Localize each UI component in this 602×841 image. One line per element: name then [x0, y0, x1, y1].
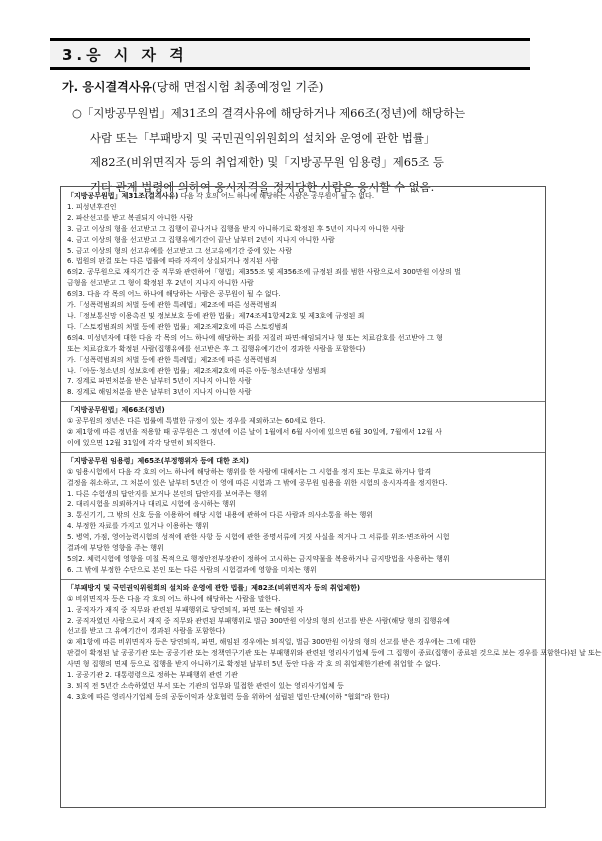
section-divider [61, 452, 545, 453]
law-clause: ② 제1항에 따른 정년을 적용할 때 공무원은 그 정년에 이른 날이 1월에서 6월 사이에 있으면 6월 30일에, 7월에서 12월 사 [67, 428, 442, 437]
law-clause: 5. 금고 이상의 형의 선고유예를 선고받고 그 선고유예기간 중에 있는 사람 [67, 246, 293, 255]
law-heading-text: 다음 각 호의 어느 하나에 해당하는 사람은 공무원이 될 수 없다. [178, 192, 375, 200]
law-clause: 금형을 선고받고 그 형이 확정된 후 2년이 지나지 아니한 사람 [67, 279, 254, 288]
law-clause: 1. 다른 수험생의 답안지를 보거나 본인의 답안지를 보여주는 행위 [67, 489, 268, 498]
law-clause: 6. 그 밖에 부정한 수단으로 본인 또는 다른 사람의 시험결과에 영향을 미치는 행위 [67, 565, 317, 574]
law-heading [67, 191, 541, 202]
law-heading-title: 「지방공무원법」제66조(정년) [67, 406, 165, 415]
law-clause: 1. 피성년후견인 [67, 202, 117, 211]
law-clause: ② 제1항에 따른 비위면직자 등은 당연퇴직, 파면, 해임된 경우에는 퇴직일, 벌금 300만원 이상의 형의 선고를 받은 경우에는 그에 대한 [67, 638, 476, 647]
law-clause: 7. 징계로 파면처분을 받은 날부터 5년이 지나지 아니한 사람 [67, 377, 252, 386]
law-clause: 1. 공공기관 2. 대통령령으로 정하는 부패행위 관련 기관 [67, 671, 238, 680]
law-clause: 6의2. 공무원으로 재직기간 중 직무와 관련하여「형법」제355조 및 제356조에 규정된 죄를 범한 사람으로서 300만원 이상의 벌 [67, 268, 461, 277]
law-clause: ① 비위면직자 등은 다음 각 호의 어느 하나에 해당하는 사람을 말한다. [67, 594, 281, 603]
paragraph-line: ○「지방공무원법」제31조의 결격사유에 해당하거나 제66조(정년)에 해당하는 [72, 106, 466, 120]
law-clause: 4. 3호에 따른 영리사기업체 등의 공동이익과 상호협력 등을 위하여 설립된 법인·단체(이하 "협회"라 한다) [67, 692, 390, 701]
section-divider [61, 401, 545, 402]
law-clause: 가.「성폭력범죄의 처벌 등에 관한 특례법」제2조에 따른 성폭력범죄 [67, 355, 277, 364]
paragraph-line: 사람 또는「부패방지 및 국민권익위원회의 설치와 운영에 관한 법률」 [90, 130, 436, 145]
law-clause: 3. 통신기기, 그 밖의 신호 등을 이용하여 해당 시험 내용에 관하여 다른 사람과 의사소통을 하는 행위 [67, 511, 373, 520]
law-clause: 3. 퇴직 전 5년간 소속하였던 부서 또는 기관의 업무와 밀접한 관련이 있는 영리사기업체 등 [67, 681, 344, 690]
law-clause: 결과에 부당한 영향을 주는 행위 [67, 544, 164, 553]
law-clause: 다.「스토킹범죄의 처벌 등에 관한 법률」제2조제2호에 따른 스토킹범죄 [67, 322, 289, 331]
law-clause: 6의4. 미성년자에 대한 다음 각 목의 어느 하나에 해당하는 죄를 저질러 파면·해임되거나 형 또는 치료감호를 선고받아 그 형 [67, 333, 443, 342]
law-clause: 사면 형 집행의 면제 등으로 집행을 받지 아니하기로 확정된 날부터 5년 동안 다음 각 호 의 취업제한기관에 취업할 수 없다. [67, 660, 441, 669]
law-heading-title: 「지방공무원 임용령」제65조(부정행위자 등에 대한 조치) [67, 456, 249, 465]
paragraph-line: 기타 관계 법령에 의하여 응시자격을 정지당한 사람은 응시할 수 없음. [90, 179, 435, 194]
law-clause: ① 임용시험에서 다음 각 호의 어느 하나에 해당하는 행위를 한 사람에 대해서는 그 시험을 정지 또는 무효로 하거나 합격 [67, 467, 432, 476]
law-heading-title: 「지방공무원법」제31조(결격사유) [67, 192, 179, 200]
law-clause: ① 공무원의 정년은 다른 법률에 특별한 규정이 있는 경우를 제외하고는 60세로 한다. [67, 417, 326, 426]
law-clause: 8. 징계로 해임처분을 받은 날부터 3년이 지나지 아니한 사람 [67, 388, 252, 397]
section-divider [61, 579, 545, 580]
law-clause: 또는 치료감호가 확정된 사람(집행유예를 선고받은 후 그 집행유예기간이 경과한 사람을 포함한다) [67, 344, 366, 353]
section-title: 3.응 시 자 격 [62, 46, 188, 64]
paragraph-line: 제82조(비위면직자 등의 취업제한) 및「지방공무원 임용령」제65조 등 [90, 155, 444, 169]
law-clause: 2. 공직자였던 사람으로서 재직 중 직무와 관련된 부패행위로 벌금 300만원 이상의 형의 선고를 받은 사람(해당 형의 집행유예 [67, 616, 450, 625]
legal-reference-content [67, 191, 602, 703]
eligibility-paragraph [72, 101, 548, 199]
law-clause: 2. 파산선고를 받고 복권되지 아니한 사람 [67, 213, 193, 222]
law-clause: 3. 금고 이상의 형을 선고받고 그 집행이 끝나거나 집행을 받지 아니하기로 확정된 후 5년이 지나지 아니한 사람 [67, 224, 405, 233]
law-clause: 6. 법원의 판결 또는 다른 법률에 따라 자격이 상실되거나 정지된 사람 [67, 257, 279, 266]
legal-reference-box [60, 186, 602, 808]
law-clause: 이에 있으면 12월 31일에 각각 당연히 퇴직한다. [67, 438, 216, 447]
law-clause: 2. 대리시험을 의뢰하거나 대리로 시험에 응시하는 행위 [67, 500, 236, 509]
law-clause: 4. 부정한 자료를 가지고 있거나 이용하는 행위 [67, 522, 209, 531]
law-clause: 6의3. 다음 각 목의 어느 하나에 해당하는 사람은 공무원이 될 수 없다. [67, 290, 281, 299]
law-clause: 판결이 확정된 날 공공기관 또는 공공기관 또는 정책연구기관 또는 부패행위와 관련된 영리사기업체 등에 그 집행이 종료(집행이 종료된 것으로 보는 경우를 포함한다)된 날 또는 [67, 649, 602, 658]
section-header [50, 38, 530, 70]
law-clause: 결정을 취소하고, 그 처분이 있은 날부터 5년간 이 영에 따른 시험과 그 밖에 공무원 임용을 위한 시험의 응시자격을 정지한다. [67, 478, 448, 487]
law-heading [67, 405, 541, 416]
law-clause: 5의2. 체력시험에 영향을 미칠 목적으로 행정안전부장관이 정하여 고시하는 금지약물을 복용하거나 금지방법을 사용하는 행위 [67, 555, 450, 563]
law-clause: 선고를 받고 그 유예기간이 경과된 사람을 포함한다) [67, 627, 226, 636]
subsection-heading [62, 78, 323, 95]
law-heading [67, 583, 541, 594]
law-clause: 5. 병역, 가점, 영어능력시험의 성적에 관한 사항 등 시험에 관한 증명서류에 거짓 사실을 적거나 그 서류를 위조·변조하여 시험 [67, 533, 450, 542]
law-clause: 가.「성폭력범죄의 처벌 등에 관한 특례법」제2조에 따른 성폭력범죄 [67, 301, 277, 310]
subsection-note: (당해 면접시험 최종예정일 기준) [151, 80, 324, 94]
law-clause: 4. 금고 이상의 형을 선고받고 그 집행유예기간이 끝난 날부터 2년이 지나지 아니한 사람 [67, 235, 335, 244]
subsection-label: 가. 응시결격사유 [62, 80, 152, 94]
law-heading-title: 「부패방지 및 국민권익위원회의 설치와 운영에 관한 법률」제82조(비위면직자 등의 취업제한) [67, 583, 361, 592]
law-clause: 1. 공직자가 재직 중 직무와 관련된 부패행위로 당연퇴직, 파면 또는 해임된 자 [67, 605, 304, 614]
law-clause: 나.「정보통신망 이용촉진 및 정보보호 등에 관한 법률」제74조제1항제2호 및 제3호에 규정된 죄 [67, 311, 365, 320]
law-heading [67, 456, 541, 467]
law-clause: 나.「아동·청소년의 성보호에 관한 법률」제2조제2호에 따른 아동·청소년대상 성범죄 [67, 366, 327, 375]
